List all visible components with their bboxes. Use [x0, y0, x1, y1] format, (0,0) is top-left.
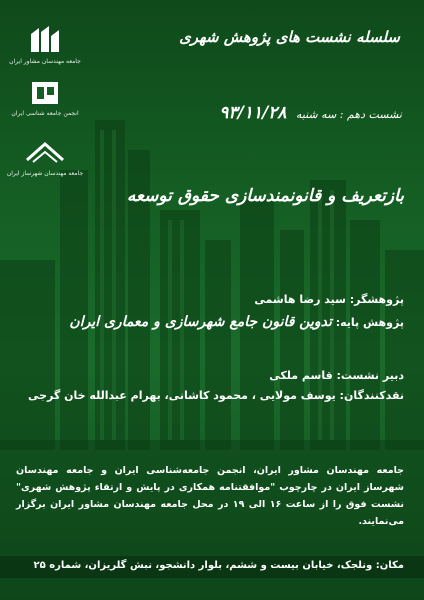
- session-label: نشست دهم : سه شنبه: [295, 108, 402, 121]
- session-title: بازتعریف و قانونمندسازی حقوق توسعه: [126, 186, 404, 206]
- logo-caption: جامعه مهندسان مشاور ایران: [9, 58, 81, 65]
- researcher-line: پژوهشگر: سید رضا هاشمی: [254, 293, 404, 306]
- base-research-value: تدوین قانون جامع شهرسازی و معماری ایران: [69, 314, 332, 330]
- series-title: سلسله نشست های پژوهش شهری: [179, 28, 400, 46]
- urban-planners-society-logo-block: [0, 140, 90, 178]
- description-paragraph: جامعه مهندسان مشاور ایران، انجمن جامعه‌شناسی ایران و جامعه مهندسان شهرساز ایران در چارچوب "موافقتنامه همکاری در پایش و ارتقاء پژوهش شهری" نشست فوق را از ساعت ۱۶ الی ۱۹ در محل جامعه مهندسان مشاور ایران برگزار می‌نمایند.: [16, 465, 404, 527]
- secretary-line: دبیر نشست: قاسم ملکی: [269, 369, 404, 382]
- consultants-society-logo-block: [0, 24, 90, 66]
- sociology-association-logo-block: [0, 80, 90, 118]
- logo-caption: انجمن جامعه شناسی ایران: [11, 110, 79, 117]
- critics-line: نقدکنندگان: یوسف مولایی ، محمود کاشانی، بهرام عبدالله خان گرجی: [28, 389, 404, 402]
- sociology-association-logo-icon: [30, 80, 60, 106]
- urban-planners-society-logo-icon: [25, 140, 65, 166]
- base-research-line: [69, 314, 404, 330]
- logo-caption: جامعه مهندسان شهرساز ایران: [6, 170, 84, 177]
- address-line: مکان: ونلجک، خیابان بیست و ششم، بلوار دانشجو، نبش گلریزان، شماره ۲۵: [33, 560, 404, 571]
- base-research-label: پژوهش پایه:: [335, 316, 404, 329]
- session-date: ۹۳/۱۱/۲۸: [219, 103, 287, 123]
- session-line: [219, 103, 402, 123]
- consultants-society-logo-icon: [27, 24, 63, 54]
